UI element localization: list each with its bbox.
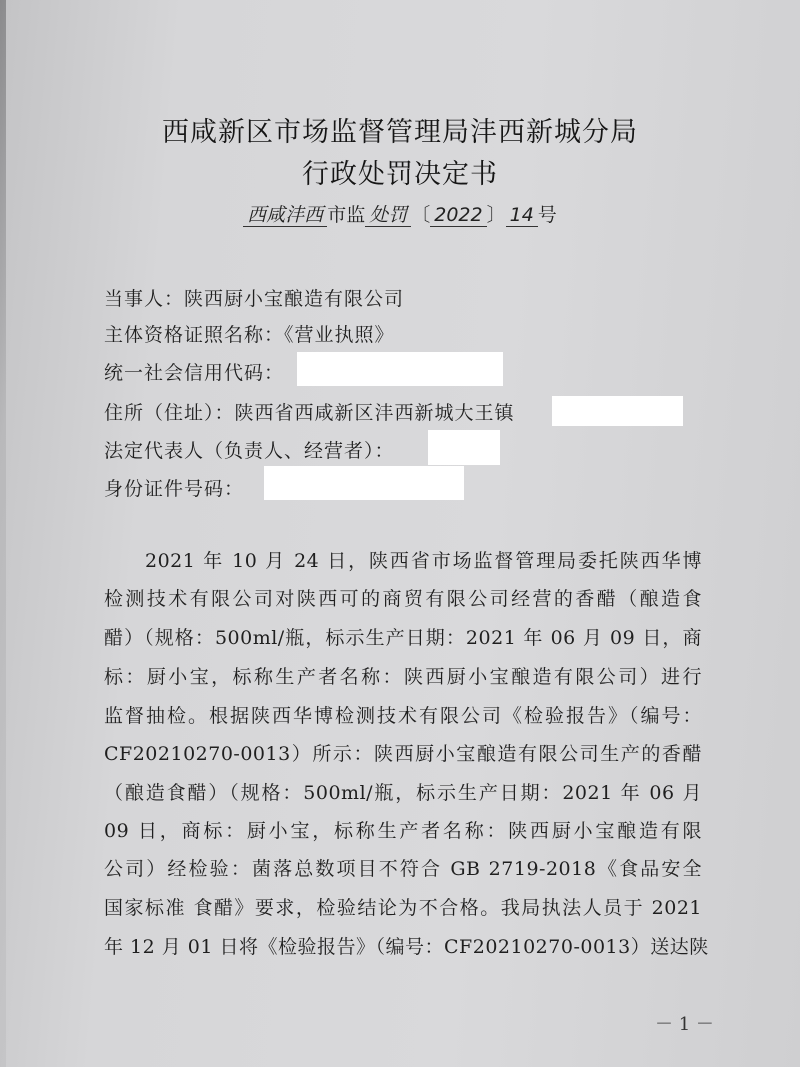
- doc-number-prefix: 西咸沣西: [243, 204, 327, 227]
- body-line: 年 12 月 01 日将《检验报告》（编号：CF20210270-0013）送达陕: [104, 936, 709, 958]
- doc-number-bracket-close: 〕: [486, 204, 506, 226]
- redaction-credit-code: [297, 352, 503, 386]
- document-title-agency: 西咸新区市场监督管理局沣西新城分局: [162, 117, 638, 148]
- body-line: 标：厨小宝，标称生产者名称：陕西厨小宝酿造有限公司）进行: [104, 666, 702, 688]
- doc-number-num: 14: [506, 204, 538, 227]
- redaction-address: [552, 396, 683, 426]
- document-title-type: 行政处罚决定书: [302, 159, 498, 190]
- field-address: 住所（住址）：陕西省西咸新区沣西新城大王镇: [104, 402, 515, 424]
- field-id-number: 身份证件号码：: [104, 478, 245, 500]
- doc-number-suffix: 号: [537, 204, 557, 226]
- body-line: 公司）经检验：菌落总数项目不符合 GB 2719-2018《食品安全: [104, 858, 702, 880]
- body-line: 监督抽检。根据陕西华博检测技术有限公司《检验报告》（编号：: [104, 705, 702, 727]
- body-line: 检测技术有限公司对陕西可的商贸有限公司经营的香醋（酿造食: [104, 588, 702, 610]
- field-legal-rep: 法定代表人（负责人、经营者）：: [104, 440, 395, 462]
- body-line: CF20210270-0013）所示：陕西厨小宝酿造有限公司生产的香醋: [104, 743, 702, 765]
- doc-number-mid: 市监: [327, 204, 366, 226]
- page-number: － 1 －: [655, 1014, 714, 1035]
- document-number: [0, 200, 800, 227]
- doc-number-year: 2022: [430, 204, 486, 227]
- redaction-legal-rep: [428, 430, 500, 465]
- body-line: （酿造食醋）（规格：500ml/瓶，标示生产日期：2021 年 06 月: [104, 782, 702, 804]
- body-line: 国家标准 食醋》要求，检验结论为不合格。我局执法人员于 2021: [104, 897, 702, 919]
- field-credit-code: 统一社会信用代码：: [104, 362, 285, 384]
- body-line: 2021 年 10 月 24 日，陕西省市场监督管理局委托陕西华博: [145, 550, 702, 572]
- doc-number-type: 处罚: [365, 204, 411, 227]
- field-party: 当事人：陕西厨小宝酿造有限公司: [104, 288, 405, 310]
- doc-number-bracket-open: 〔: [411, 204, 431, 226]
- field-license-name: 主体资格证照名称：《营业执照》: [104, 324, 395, 346]
- redaction-id-number: [264, 466, 464, 500]
- body-line: 醋）（规格：500ml/瓶，标示生产日期：2021 年 06 月 09 日，商: [104, 627, 702, 649]
- body-line: 09 日，商标：厨小宝，标称生产者名称：陕西厨小宝酿造有限: [104, 820, 702, 842]
